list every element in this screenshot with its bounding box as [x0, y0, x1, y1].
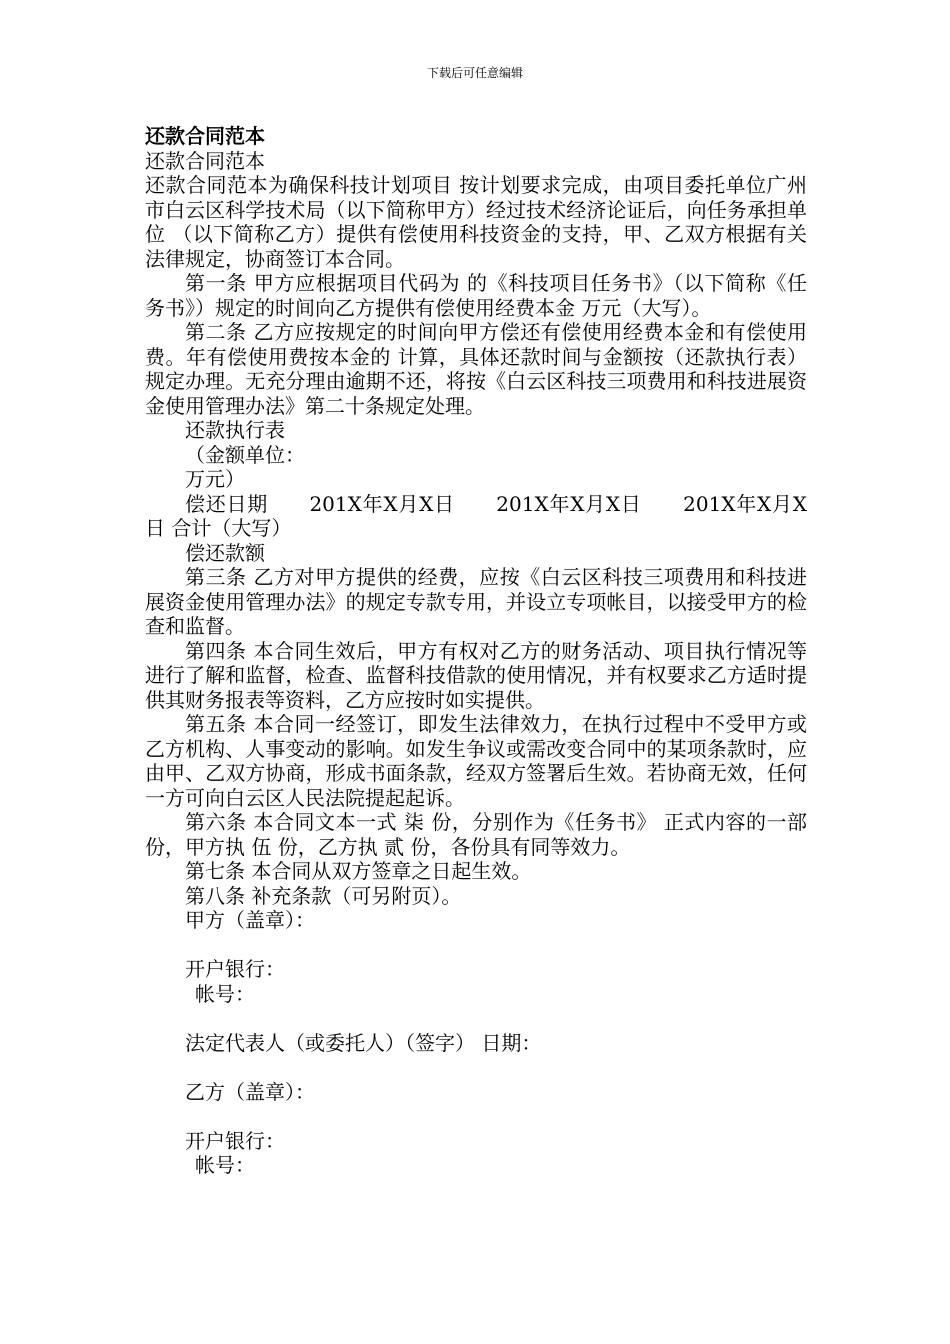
- spacer: [145, 933, 807, 958]
- party-b-account: 帐号：: [195, 1153, 255, 1177]
- article-8: 第八条 补充条款（可另附页）。: [185, 883, 462, 908]
- article-5: 第五条 本合同一经签订，即发生法律效力，在执行过程中不受甲方或乙方机构、人事变动的影响。如发生争议或需改变合同中的某项条款时，应由甲、乙双方协商，形成书面条款，经双方签署后生效。若协商无效，任何一方可向白云区人民法院提起起诉。: [145, 712, 807, 810]
- article-1: 第一条 甲方应根据项目代码为 的《科技项目任务书》（以下简称《任务书》）规定的时间向乙方提供有偿使用经费本金 万元（大写）。: [145, 271, 807, 320]
- spacer: [145, 1006, 807, 1031]
- party-b-bank: 开户银行：: [185, 1128, 285, 1153]
- page-header-note: 下载后可任意编辑: [426, 66, 523, 80]
- repayment-table-title: 还款执行表: [185, 418, 285, 442]
- amount-unit-line-1: （金额单位：: [185, 442, 305, 467]
- article-4: 第四条 本合同生效后，甲方有权对乙方的财务活动、项目执行情况等进行了解和监督，检查、监督科技借款的使用情况，并有权要求乙方适时提供其财务报表等资料，乙方应按时如实提供。: [145, 638, 807, 712]
- intro-paragraph: 还款合同范本为确保科技计划项目 按计划要求完成，由项目委托单位广州市白云区科学技术局（以下简称甲方）经过技术经济论证后，向任务承担单位 （以下简称乙方）提供有偿使用科技资金的支持，甲、乙双方根据有关法律规定，协商签订本合同。: [145, 173, 807, 271]
- party-a-bank: 开户银行：: [185, 957, 285, 981]
- repayment-amount-row: 偿还款额: [185, 540, 265, 565]
- party-a-account: 帐号：: [195, 981, 255, 1006]
- legal-representative-line: 法定代表人（或委托人）（签字） 日期：: [185, 1030, 542, 1055]
- repayment-dates-row: 偿还日期 201X年X月X日 201X年X月X日 201X年X月X日 合计（大写）: [145, 491, 807, 540]
- amount-unit-line-2: 万元）: [185, 467, 245, 491]
- party-b-seal: 乙方（盖章）：: [185, 1079, 315, 1104]
- document-title: 还款合同范本: [145, 124, 265, 148]
- article-6: 第六条 本合同文本一式 柒 份，分别作为《任务书》 正式内容的一部份，甲方执 伍 份，乙方执 贰 份，各份具有同等效力。: [145, 810, 807, 859]
- article-3: 第三条 乙方对甲方提供的经费，应按《白云区科技三项费用和科技进展资金使用管理办法》的规定专款专用，并设立专项帐目，以接受甲方的检查和监督。: [145, 565, 807, 638]
- article-2: 第二条 乙方应按规定的时间向甲方偿还有偿使用经费本金和有偿使用费。年有偿使用费按本金的 计算，具体还款时间与金额按（还款执行表）规定办理。无充分理由逾期不还，将按《白云区科技三项费用和科技进展资金使用管理办法》第二十条规定处理。: [145, 320, 807, 418]
- document-subtitle: 还款合同范本: [145, 148, 265, 173]
- spacer: [145, 1104, 807, 1129]
- article-7: 第七条 本合同从双方签章之日起生效。: [185, 859, 532, 883]
- party-a-seal: 甲方（盖章）：: [185, 908, 315, 932]
- spacer: [145, 1055, 807, 1080]
- document-body: [145, 124, 807, 1178]
